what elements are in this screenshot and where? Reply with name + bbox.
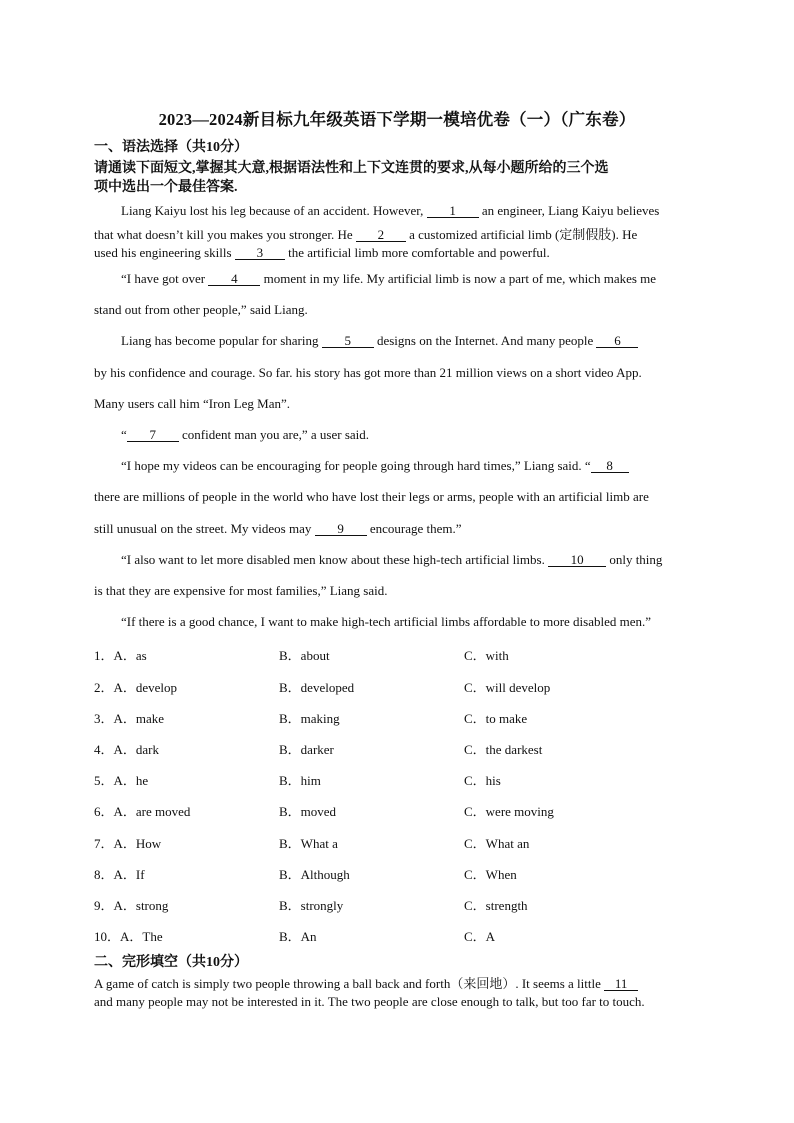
blank-10: 10	[548, 553, 606, 567]
passage-line-6	[121, 333, 700, 349]
blank-4: 4	[208, 272, 260, 286]
option-a[interactable]: 2．A．develop	[94, 680, 178, 695]
question-5	[94, 770, 714, 788]
question-9	[94, 895, 714, 913]
blank-9: 9	[315, 522, 367, 536]
passage-text: a customized artificial limb (定制假肢). He	[409, 227, 638, 242]
blank-6: 6	[596, 334, 638, 348]
option-a[interactable]: 6．A．are moved	[94, 804, 191, 819]
option-c[interactable]: C．were moving	[464, 804, 554, 819]
question-4	[94, 739, 714, 757]
passage-text: “I have got over	[121, 271, 206, 286]
passage-line-13	[121, 552, 700, 568]
option-b[interactable]: B．What a	[279, 836, 338, 851]
passage-line-12	[94, 521, 700, 537]
option-c[interactable]: C．What an	[464, 836, 530, 851]
option-b[interactable]: B．An	[279, 929, 317, 944]
blank-1: 1	[427, 204, 479, 218]
option-a[interactable]: 5．A．he	[94, 773, 149, 788]
passage-text: only thing	[609, 552, 663, 567]
passage-line-8: Many users call him “Iron Leg Man”.	[94, 396, 291, 411]
passage-text: Liang has become popular for sharing	[121, 333, 319, 348]
blank-2: 2	[356, 228, 406, 242]
option-b[interactable]: B．moved	[279, 804, 337, 819]
passage-line-15: “If there is a good chance, I want to make high-tech artificial limbs affordable to more disabled men.”	[121, 614, 652, 629]
passage-text: confident man you are,” a user said.	[182, 427, 370, 442]
passage-line-2	[94, 224, 700, 243]
instructions-line-2: 项中选出一个最佳答案.	[94, 180, 238, 195]
option-c[interactable]: C．his	[464, 773, 501, 788]
instructions-line-1: 请通读下面短文,掌握其大意,根据语法性和上下文连贯的要求,从每小题所给的三个选	[94, 161, 609, 176]
passage-text: A game of catch is simply two people throwing a ball back and forth（来回地）. It seems a little	[94, 976, 601, 991]
blank-11: 11	[604, 977, 638, 991]
passage-line-3	[94, 245, 700, 261]
blank-7: 7	[127, 428, 179, 442]
section-1-heading: 一、语法选择（共10分）	[94, 140, 248, 155]
passage-text: moment in my life. My artificial limb is now a part of me, which makes me	[263, 271, 657, 286]
option-c[interactable]: C．with	[464, 648, 509, 663]
blank-3: 3	[235, 246, 285, 260]
passage-line-9	[121, 427, 700, 443]
option-b[interactable]: B．about	[279, 648, 330, 663]
option-c[interactable]: C．When	[464, 867, 517, 882]
passage-text: Liang Kaiyu lost his leg because of an accident. However,	[121, 203, 424, 218]
cloze-line-2: and many people may not be interested in it. The two people are close enough to talk, but too far to touch.	[94, 994, 645, 1009]
passage-line-7: by his confidence and courage. So far. his story has got more than 21 million views on a short video App.	[94, 365, 642, 380]
option-a[interactable]: 10．A．The	[94, 929, 163, 944]
option-a[interactable]: 3．A．make	[94, 711, 165, 726]
passage-text: used his engineering skills	[94, 245, 232, 260]
blank-5: 5	[322, 334, 374, 348]
passage-line-10	[121, 458, 700, 474]
passage-line-11: there are millions of people in the world who have lost their legs or arms, people with an artificial limb are	[94, 489, 649, 504]
question-1	[94, 645, 714, 663]
option-b[interactable]: B．him	[279, 773, 321, 788]
passage-text: that what doesn’t kill you makes you stronger. He	[94, 227, 353, 242]
passage-text: an engineer, Liang Kaiyu believes	[481, 203, 660, 218]
question-7	[94, 833, 714, 851]
option-a[interactable]: 4．A．dark	[94, 742, 159, 757]
section-2-heading: 二、完形填空（共10分）	[94, 955, 248, 970]
option-b[interactable]: B．strongly	[279, 898, 344, 913]
option-a[interactable]: 1．A．as	[94, 648, 147, 663]
question-3	[94, 708, 714, 726]
question-6	[94, 801, 714, 819]
option-b[interactable]: B．developed	[279, 680, 355, 695]
question-2	[94, 677, 714, 695]
blank-8: 8	[591, 459, 629, 473]
question-8	[94, 864, 714, 882]
passage-line-4	[121, 271, 700, 287]
passage-text: designs on the Internet. And many people	[376, 333, 594, 348]
option-c[interactable]: C．to make	[464, 711, 528, 726]
passage-line-1	[121, 203, 700, 219]
passage-line-14: is that they are expensive for most families,” Liang said.	[94, 583, 388, 598]
cloze-line-1	[94, 973, 700, 992]
passage-text: “	[121, 427, 127, 442]
passage-text: “I also want to let more disabled men know about these high-tech artificial limbs.	[121, 552, 545, 567]
section-1-instructions	[94, 159, 704, 197]
option-b[interactable]: B．making	[279, 711, 340, 726]
option-c[interactable]: C．A	[464, 929, 496, 944]
option-a[interactable]: 9．A．strong	[94, 898, 169, 913]
passage-text: “I hope my videos can be encouraging for people going through hard times,” Liang said. “	[121, 458, 591, 473]
passage-text: the artificial limb more comfortable and powerful.	[288, 245, 550, 260]
option-a[interactable]: 8．A．If	[94, 867, 145, 882]
passage-text: still unusual on the street. My videos may	[94, 521, 312, 536]
option-c[interactable]: C．will develop	[464, 680, 551, 695]
option-c[interactable]: C．strength	[464, 898, 528, 913]
option-a[interactable]: 7．A．How	[94, 836, 162, 851]
option-b[interactable]: B．Although	[279, 867, 350, 882]
option-b[interactable]: B．darker	[279, 742, 334, 757]
option-c[interactable]: C．the darkest	[464, 742, 543, 757]
passage-text: encourage them.”	[369, 521, 462, 536]
page-title: 2023—2024新目标九年级英语下学期一模培优卷（一）（广东卷）	[158, 110, 636, 129]
passage-line-5: stand out from other people,” said Liang.	[94, 302, 308, 317]
question-10	[94, 926, 714, 944]
